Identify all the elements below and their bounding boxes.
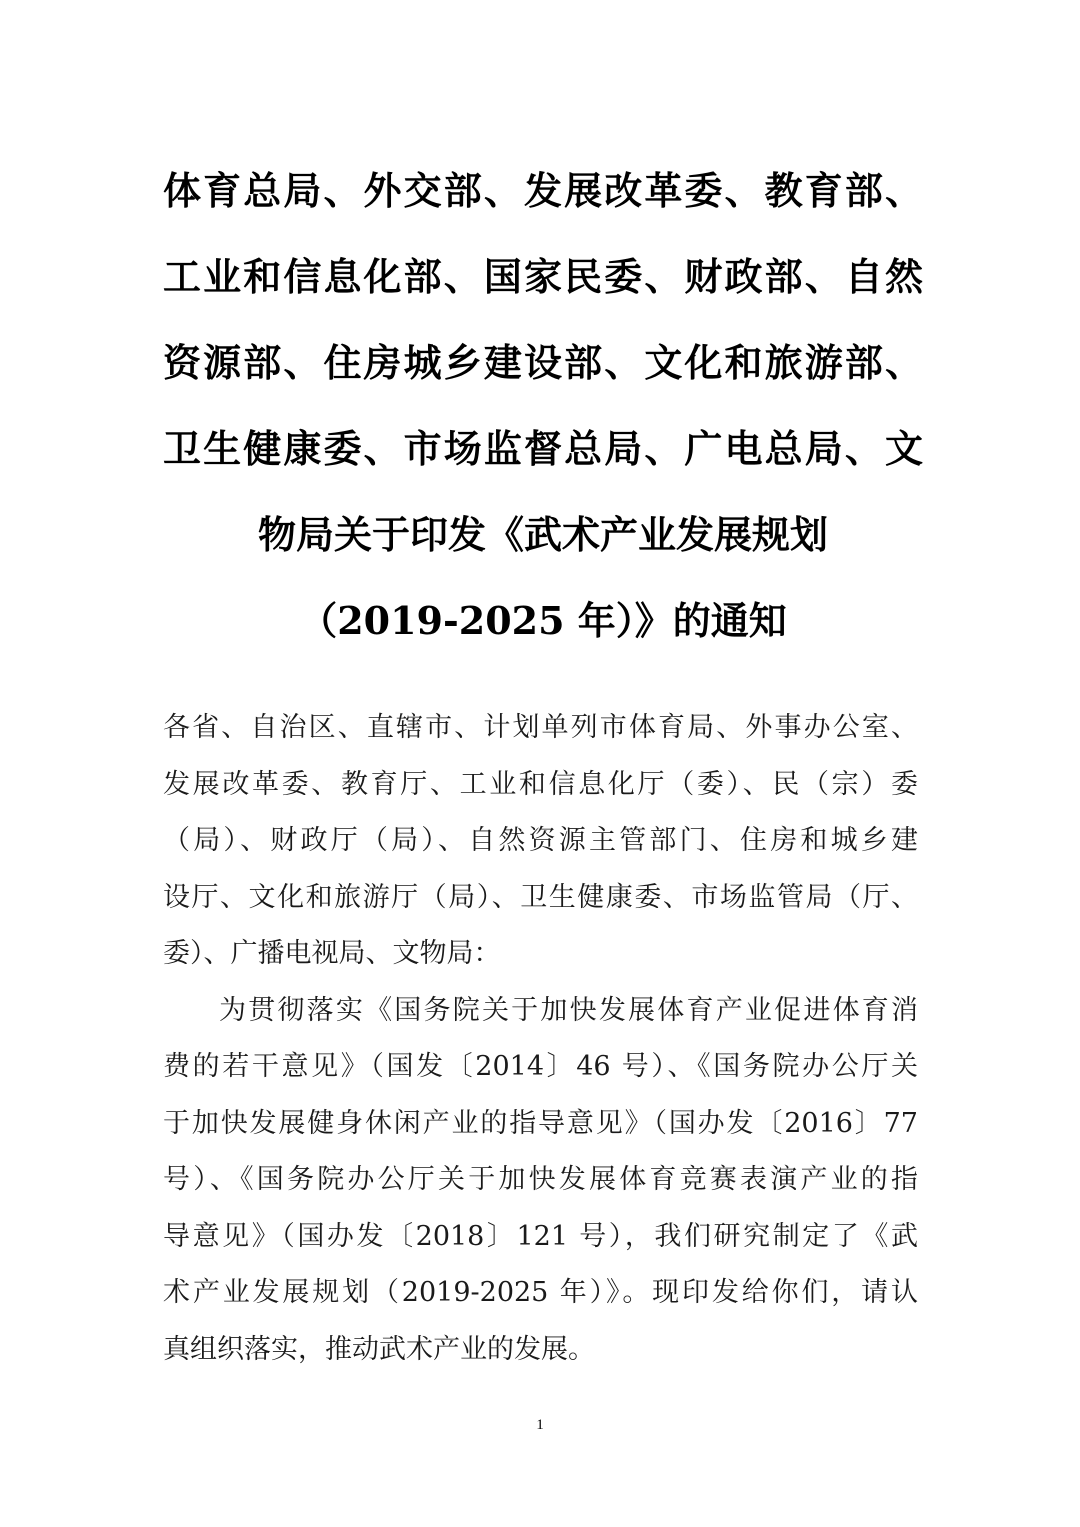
- addressee-line: 委）、广播电视局、文物局：: [163, 938, 501, 969]
- title-line: 体育总局、外交部、发展改革委、教育部、: [163, 168, 923, 213]
- addressee-line: 发展改革委、教育厅、工业和信息化厅（委）、民（宗）委: [163, 768, 918, 800]
- title-line: 卫生健康委、市场监督总局、广电总局、文: [163, 426, 923, 471]
- title-line: 资源部、住房城乡建设部、文化和旅游部、: [163, 340, 923, 385]
- addressee-line: （局）、财政厅（局）、自然资源主管部门、住房和城乡建: [163, 825, 918, 856]
- paragraph-line: 于加快发展健身休闲产业的指导意见》（国办发〔2016〕77: [163, 1107, 918, 1139]
- paragraph-line: 术产业发展规划（2019-2025 年）》。现印发给你们，请认: [163, 1277, 918, 1308]
- notice-paragraph: [163, 983, 918, 1379]
- title-line: 物局关于印发《武术产业发展规划: [257, 512, 828, 557]
- paragraph-line: 为贯彻落实《国务院关于加快发展体育产业促进体育消: [219, 994, 918, 1026]
- addressee-line: 设厅、文化和旅游厅（局）、卫生健康委、市场监管局（厅、: [163, 881, 918, 913]
- paragraph-line: 号）、《国务院办公厅关于加快发展体育竞赛表演产业的指: [163, 1164, 918, 1195]
- title-line: （2019-2025 年）》的通知: [299, 598, 787, 643]
- addressee-line: 各省、自治区、直辖市、计划单列市体育局、外事办公室、: [163, 712, 918, 743]
- paragraph-line: 导意见》（国办发〔2018〕121 号），我们研究制定了《武: [163, 1220, 918, 1252]
- addressee-block: [163, 700, 918, 983]
- title-line: 工业和信息化部、国家民委、财政部、自然: [163, 254, 923, 299]
- paragraph-line: 费的若干意见》（国发〔2014〕46 号）、《国务院办公厅关: [163, 1051, 918, 1082]
- document-body: [163, 700, 918, 1378]
- paragraph-line: 真组织落实，推动武术产业的发展。: [163, 1333, 595, 1365]
- page-number: 1: [536, 1417, 544, 1433]
- document-title: [163, 148, 923, 664]
